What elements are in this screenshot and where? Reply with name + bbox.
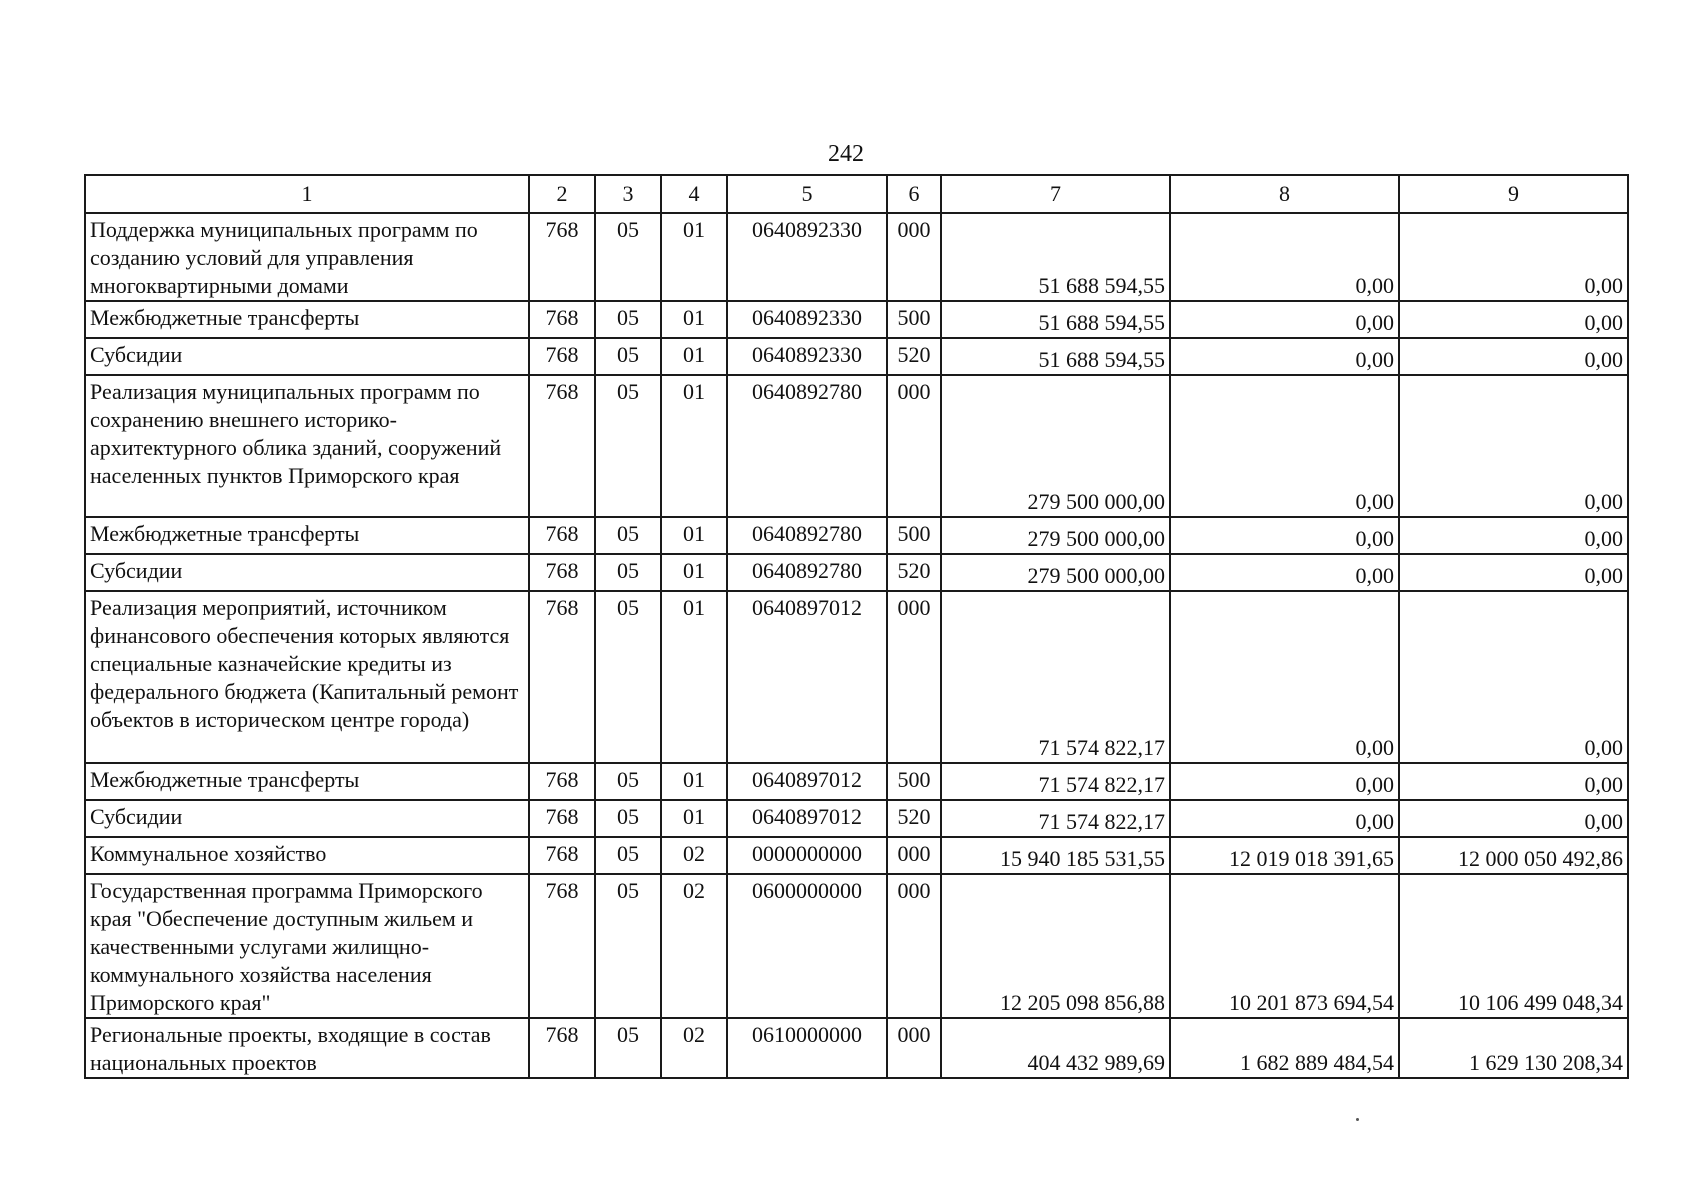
cell-amount-year2: 12 019 018 391,65 xyxy=(1170,837,1399,874)
cell-section: 05 xyxy=(595,213,661,301)
cell-subsection: 01 xyxy=(661,213,727,301)
cell-ministry-code: 768 xyxy=(529,517,595,554)
table-row xyxy=(85,800,1628,837)
cell-amount-year1: 71 574 822,17 xyxy=(941,800,1170,837)
cell-amount-year1: 279 500 000,00 xyxy=(941,554,1170,591)
cell-amount-year2: 0,00 xyxy=(1170,301,1399,338)
cell-expense-type: 520 xyxy=(887,800,941,837)
cell-amount-year2: 0,00 xyxy=(1170,554,1399,591)
column-header: 6 xyxy=(887,175,941,213)
cell-target-article: 0640892330 xyxy=(727,301,887,338)
cell-amount-year3: 0,00 xyxy=(1399,763,1628,800)
table-row xyxy=(85,1018,1628,1078)
cell-expense-type: 500 xyxy=(887,763,941,800)
cell-expense-type: 520 xyxy=(887,338,941,375)
cell-section: 05 xyxy=(595,375,661,517)
cell-section: 05 xyxy=(595,591,661,763)
cell-amount-year3: 0,00 xyxy=(1399,338,1628,375)
cell-amount-year3: 10 106 499 048,34 xyxy=(1399,874,1628,1018)
cell-ministry-code: 768 xyxy=(529,800,595,837)
cell-target-article: 0640897012 xyxy=(727,763,887,800)
cell-amount-year2: 0,00 xyxy=(1170,375,1399,517)
column-number-row xyxy=(85,175,1628,213)
cell-amount-year1: 279 500 000,00 xyxy=(941,375,1170,517)
cell-section: 05 xyxy=(595,517,661,554)
cell-amount-year1: 51 688 594,55 xyxy=(941,301,1170,338)
table-row xyxy=(85,591,1628,763)
cell-ministry-code: 768 xyxy=(529,554,595,591)
cell-amount-year3: 0,00 xyxy=(1399,517,1628,554)
column-header: 7 xyxy=(941,175,1170,213)
cell-amount-year2: 0,00 xyxy=(1170,800,1399,837)
cell-expense-type: 000 xyxy=(887,375,941,517)
column-header: 5 xyxy=(727,175,887,213)
table-row xyxy=(85,837,1628,874)
cell-section: 05 xyxy=(595,338,661,375)
column-header: 4 xyxy=(661,175,727,213)
cell-expense-type: 500 xyxy=(887,301,941,338)
cell-target-article: 0610000000 xyxy=(727,1018,887,1078)
cell-ministry-code: 768 xyxy=(529,763,595,800)
table-row xyxy=(85,375,1628,517)
cell-target-article: 0640892330 xyxy=(727,213,887,301)
cell-target-article: 0640892780 xyxy=(727,554,887,591)
cell-amount-year3: 0,00 xyxy=(1399,554,1628,591)
table-row xyxy=(85,763,1628,800)
cell-amount-year2: 0,00 xyxy=(1170,213,1399,301)
cell-expense-type: 000 xyxy=(887,591,941,763)
scan-speck xyxy=(1356,1118,1359,1121)
cell-ministry-code: 768 xyxy=(529,874,595,1018)
row-name: Государственная программа Приморского края "Обеспечение доступным жильем и качественными услугами жилищно-коммунального хозяйства населения Приморского края" xyxy=(85,874,529,1018)
cell-expense-type: 520 xyxy=(887,554,941,591)
cell-expense-type: 000 xyxy=(887,874,941,1018)
cell-expense-type: 000 xyxy=(887,1018,941,1078)
cell-target-article: 0640892330 xyxy=(727,338,887,375)
cell-amount-year2: 0,00 xyxy=(1170,338,1399,375)
cell-amount-year1: 51 688 594,55 xyxy=(941,213,1170,301)
cell-target-article: 0640892780 xyxy=(727,375,887,517)
cell-amount-year1: 15 940 185 531,55 xyxy=(941,837,1170,874)
cell-ministry-code: 768 xyxy=(529,301,595,338)
cell-subsection: 01 xyxy=(661,301,727,338)
row-name: Межбюджетные трансферты xyxy=(85,517,529,554)
cell-subsection: 01 xyxy=(661,591,727,763)
cell-amount-year1: 51 688 594,55 xyxy=(941,338,1170,375)
cell-expense-type: 000 xyxy=(887,213,941,301)
table-row xyxy=(85,301,1628,338)
cell-section: 05 xyxy=(595,763,661,800)
column-header: 8 xyxy=(1170,175,1399,213)
cell-section: 05 xyxy=(595,301,661,338)
row-name: Региональные проекты, входящие в состав национальных проектов xyxy=(85,1018,529,1078)
cell-subsection: 01 xyxy=(661,517,727,554)
cell-section: 05 xyxy=(595,554,661,591)
table-row xyxy=(85,213,1628,301)
cell-ministry-code: 768 xyxy=(529,591,595,763)
page-number: 242 xyxy=(828,141,864,167)
cell-subsection: 02 xyxy=(661,837,727,874)
cell-amount-year1: 279 500 000,00 xyxy=(941,517,1170,554)
cell-subsection: 01 xyxy=(661,375,727,517)
cell-expense-type: 000 xyxy=(887,837,941,874)
row-name: Поддержка муниципальных программ по созданию условий для управления многоквартирными домами xyxy=(85,213,529,301)
cell-ministry-code: 768 xyxy=(529,338,595,375)
row-name: Субсидии xyxy=(85,338,529,375)
cell-section: 05 xyxy=(595,837,661,874)
cell-amount-year3: 0,00 xyxy=(1399,301,1628,338)
cell-amount-year1: 71 574 822,17 xyxy=(941,591,1170,763)
cell-subsection: 02 xyxy=(661,874,727,1018)
cell-ministry-code: 768 xyxy=(529,213,595,301)
row-name: Субсидии xyxy=(85,800,529,837)
row-name: Межбюджетные трансферты xyxy=(85,763,529,800)
cell-target-article: 0000000000 xyxy=(727,837,887,874)
budget-table xyxy=(84,174,1629,1079)
table-row xyxy=(85,554,1628,591)
cell-amount-year2: 10 201 873 694,54 xyxy=(1170,874,1399,1018)
table-row xyxy=(85,517,1628,554)
cell-subsection: 02 xyxy=(661,1018,727,1078)
cell-amount-year3: 1 629 130 208,34 xyxy=(1399,1018,1628,1078)
cell-amount-year3: 12 000 050 492,86 xyxy=(1399,837,1628,874)
cell-amount-year1: 71 574 822,17 xyxy=(941,763,1170,800)
cell-section: 05 xyxy=(595,800,661,837)
cell-target-article: 0640897012 xyxy=(727,591,887,763)
cell-ministry-code: 768 xyxy=(529,837,595,874)
cell-amount-year3: 0,00 xyxy=(1399,591,1628,763)
cell-section: 05 xyxy=(595,1018,661,1078)
cell-subsection: 01 xyxy=(661,800,727,837)
cell-subsection: 01 xyxy=(661,338,727,375)
cell-amount-year1: 404 432 989,69 xyxy=(941,1018,1170,1078)
cell-expense-type: 500 xyxy=(887,517,941,554)
cell-amount-year2: 1 682 889 484,54 xyxy=(1170,1018,1399,1078)
row-name: Субсидии xyxy=(85,554,529,591)
row-name: Межбюджетные трансферты xyxy=(85,301,529,338)
row-name: Реализация муниципальных программ по сохранению внешнего историко-архитектурного облика зданий, сооружений населенных пунктов Приморского края xyxy=(85,375,529,517)
cell-ministry-code: 768 xyxy=(529,1018,595,1078)
column-header: 3 xyxy=(595,175,661,213)
cell-amount-year2: 0,00 xyxy=(1170,591,1399,763)
cell-section: 05 xyxy=(595,874,661,1018)
column-header: 9 xyxy=(1399,175,1628,213)
cell-target-article: 0640892780 xyxy=(727,517,887,554)
cell-amount-year2: 0,00 xyxy=(1170,517,1399,554)
cell-target-article: 0600000000 xyxy=(727,874,887,1018)
cell-target-article: 0640897012 xyxy=(727,800,887,837)
table-row xyxy=(85,874,1628,1018)
row-name: Коммунальное хозяйство xyxy=(85,837,529,874)
cell-amount-year3: 0,00 xyxy=(1399,375,1628,517)
cell-amount-year2: 0,00 xyxy=(1170,763,1399,800)
cell-amount-year3: 0,00 xyxy=(1399,213,1628,301)
cell-amount-year1: 12 205 098 856,88 xyxy=(941,874,1170,1018)
cell-amount-year3: 0,00 xyxy=(1399,800,1628,837)
column-header: 1 xyxy=(85,175,529,213)
column-header: 2 xyxy=(529,175,595,213)
cell-subsection: 01 xyxy=(661,763,727,800)
row-name: Реализация мероприятий, источником финансового обеспечения которых являются специальные казначейские кредиты из федерального бюджета (Капитальный ремонт объектов в историческом центре города) xyxy=(85,591,529,763)
cell-ministry-code: 768 xyxy=(529,375,595,517)
table-row xyxy=(85,338,1628,375)
cell-subsection: 01 xyxy=(661,554,727,591)
